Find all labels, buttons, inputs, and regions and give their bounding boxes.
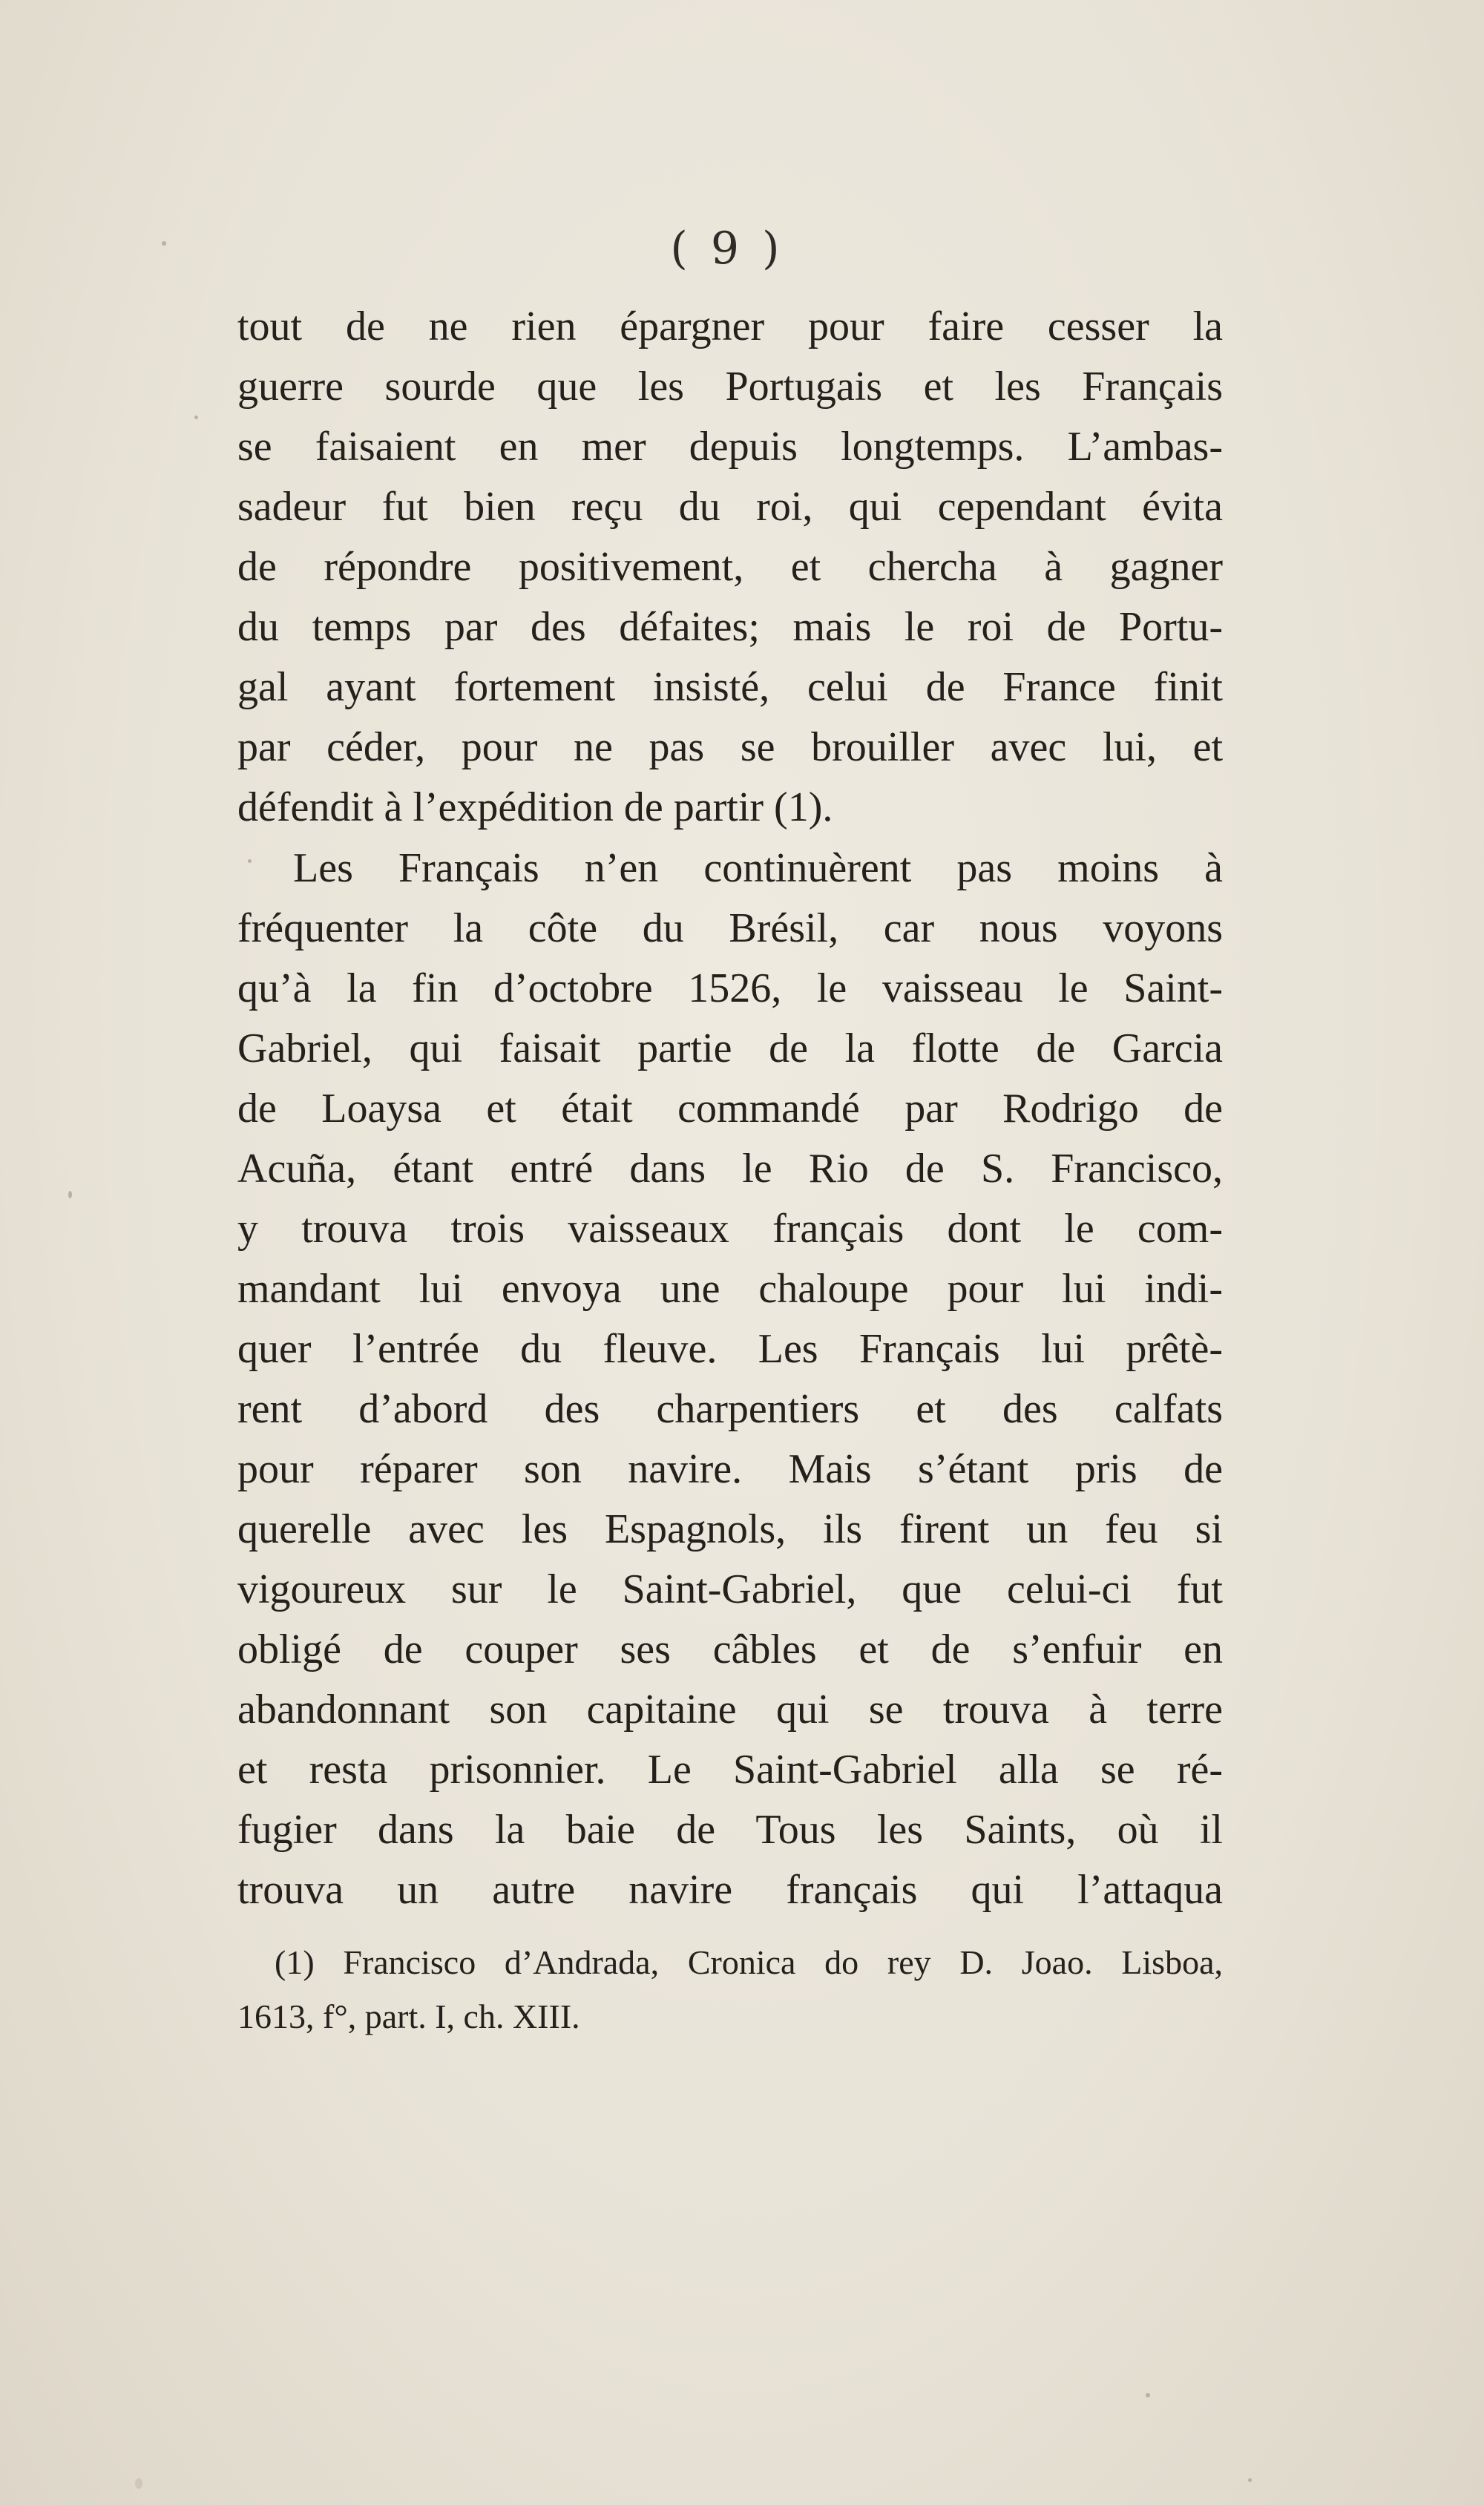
- footnote-line-2: 1613, f°, part. I, ch. XIII.: [237, 1997, 580, 2035]
- paper-speck: [135, 2478, 142, 2489]
- text-line-20: pour réparer son navire. Mais s’étant pris de: [237, 1446, 1223, 1492]
- paper-speck: [1248, 2478, 1252, 2482]
- paper-speck: [248, 859, 252, 863]
- text-line-13: Gabriel, qui faisait partie de la flotte de Garcia: [237, 1025, 1223, 1071]
- text-line-8: par céder, pour ne pas se brouiller avec lui, et: [237, 724, 1223, 770]
- text-line-18: quer l’entrée du fleuve. Les Français lui prêtè-: [237, 1326, 1223, 1372]
- footnote-line-1: (1) Francisco d’Andrada, Cronica do rey D. Joao. Lisboa,: [275, 1943, 1223, 1981]
- text-line-3: se faisaient en mer depuis longtemps. L’ambas-: [237, 424, 1223, 470]
- text-line-27: trouva un autre navire français qui l’attaqua: [237, 1867, 1223, 1913]
- text-line-15: Acuña, étant entré dans le Rio de S. Francisco,: [237, 1146, 1223, 1192]
- text-line-22: vigoureux sur le Saint-Gabriel, que celui-ci fut: [237, 1566, 1223, 1612]
- text-line-25: et resta prisonnier. Le Saint-Gabriel alla se ré-: [237, 1747, 1223, 1793]
- text-line-9: défendit à l’expédition de partir (1).: [237, 784, 833, 830]
- paper-speck: [68, 1191, 72, 1198]
- text-line-14: de Loaysa et était commandé par Rodrigo de: [237, 1086, 1223, 1132]
- text-line-7: gal ayant fortement insisté, celui de France finit: [237, 664, 1223, 710]
- paper-speck: [162, 241, 166, 246]
- text-line-26: fugier dans la baie de Tous les Saints, où il: [237, 1807, 1223, 1853]
- text-line-6: du temps par des défaites; mais le roi de Portu-: [237, 604, 1223, 650]
- text-line-5: de répondre positivement, et chercha à gagner: [237, 544, 1223, 590]
- text-line-12: qu’à la fin d’octobre 1526, le vaisseau le Saint-: [237, 965, 1223, 1011]
- page-number: ( 9 ): [670, 223, 784, 275]
- text-line-1: tout de ne rien épargner pour faire cesser la: [237, 303, 1223, 349]
- paper-speck: [1146, 2393, 1150, 2397]
- text-line-11: fréquenter la côte du Brésil, car nous voyons: [237, 905, 1223, 951]
- text-line-2: guerre sourde que les Portugais et les Français: [237, 364, 1223, 410]
- text-line-21: querelle avec les Espagnols, ils firent un feu si: [237, 1506, 1223, 1552]
- text-line-24: abandonnant son capitaine qui se trouva à terre: [237, 1687, 1223, 1733]
- paper-speck: [194, 416, 198, 419]
- text-line-19: rent d’abord des charpentiers et des calfats: [237, 1386, 1223, 1432]
- text-line-16: y trouva trois vaisseaux français dont le com-: [237, 1206, 1223, 1252]
- text-line-17: mandant lui envoya une chaloupe pour lui indi-: [237, 1266, 1223, 1312]
- text-line-4: sadeur fut bien reçu du roi, qui cependant évita: [237, 484, 1223, 530]
- text-line-10: Les Français n’en continuèrent pas moins à: [293, 845, 1223, 891]
- text-line-23: obligé de couper ses câbles et de s’enfuir en: [237, 1626, 1223, 1672]
